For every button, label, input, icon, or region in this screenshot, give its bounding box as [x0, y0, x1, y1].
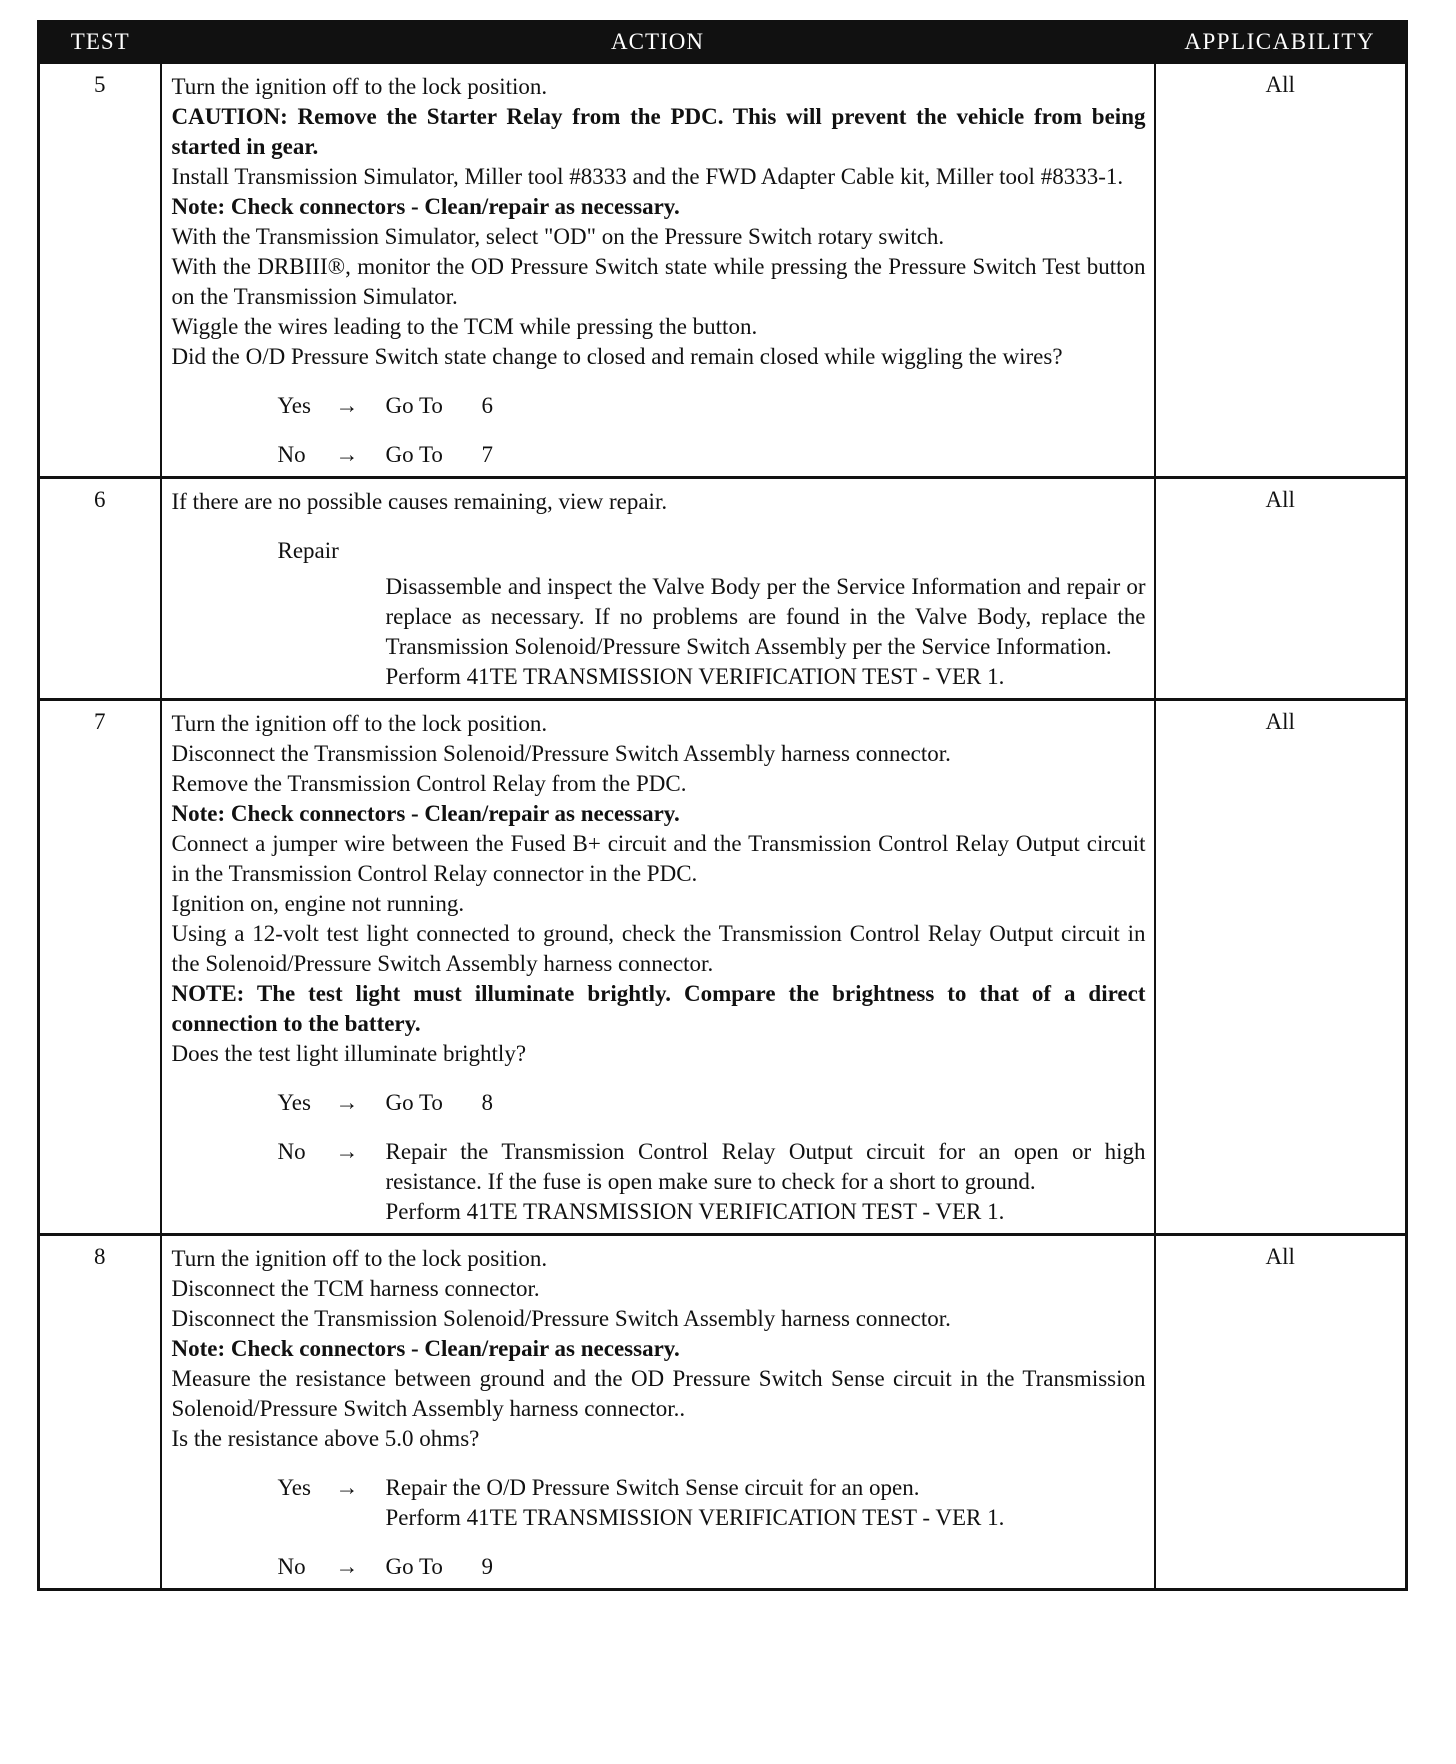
applicability-value: All — [1155, 1235, 1407, 1590]
arrow-icon: → — [335, 1475, 359, 1500]
repair-text: Repair the O/D Pressure Switch Sense circuit for an open. — [385, 1475, 920, 1500]
note-text: Note: Check connectors - Clean/repair as necessary. — [171, 1336, 680, 1361]
applicability-value: All — [1155, 478, 1407, 700]
action-step: Turn the ignition off to the lock position. — [171, 711, 548, 736]
applicability-column-header: APPLICABILITY — [1155, 22, 1407, 63]
goto-target: 8 — [481, 1090, 493, 1115]
repair-label: Repair — [277, 538, 339, 563]
note-text: Note: Check connectors - Clean/repair as necessary. — [171, 194, 680, 219]
verification-text: Perform 41TE TRANSMISSION VERIFICATION TEST - VER 1. — [385, 1505, 1005, 1530]
repair-text: Repair the Transmission Control Relay Output circuit for an open or high resistance. If the fuse is open make sure to check for a short to ground. — [385, 1139, 1146, 1194]
arrow-icon: → — [335, 1090, 359, 1115]
action-step: Disconnect the Transmission Solenoid/Pressure Switch Assembly harness connector. — [171, 741, 951, 766]
goto-target: 7 — [481, 442, 493, 467]
action-step: With the Transmission Simulator, select "OD" on the Pressure Switch rotary switch. — [171, 224, 945, 249]
repair-text: Disassemble and inspect the Valve Body per the Service Information and repair or replace as necessary. If no problems are found in the Valve Body, replace the Transmission Solenoid/Pressure Switch Assembly per the Service Information. — [385, 574, 1146, 659]
table-row — [39, 478, 1407, 700]
verification-text: Perform 41TE TRANSMISSION VERIFICATION TEST - VER 1. — [385, 1199, 1005, 1224]
note-text: Note: Check connectors - Clean/repair as necessary. — [171, 801, 680, 826]
action-step: Connect a jumper wire between the Fused B+ circuit and the Transmission Control Relay Output circuit in the Transmission Control Relay connector in the PDC. — [171, 831, 1146, 886]
goto-label: Go To — [385, 393, 443, 418]
arrow-icon: → — [335, 1139, 359, 1164]
action-step: Using a 12-volt test light connected to ground, check the Transmission Control Relay Output circuit in the Solenoid/Pressure Switch Assembly harness connector. — [171, 921, 1146, 976]
test-column-header: TEST — [39, 22, 161, 63]
action-step: Disconnect the Transmission Solenoid/Pressure Switch Assembly harness connector. — [171, 1306, 951, 1331]
answer-label: No — [277, 1139, 306, 1164]
goto-target: 9 — [481, 1554, 493, 1579]
caution-text: CAUTION: Remove the Starter Relay from the PDC. This will prevent the vehicle from being started in gear. — [171, 104, 1146, 159]
action-cell — [161, 478, 1155, 700]
action-cell — [161, 1235, 1155, 1590]
table-row — [39, 1235, 1407, 1590]
arrow-icon: → — [335, 1554, 359, 1579]
answer-yes — [278, 1473, 1146, 1533]
answer-label: No — [277, 1554, 306, 1579]
answer-label: No — [277, 442, 306, 467]
action-step: With the DRBIII®, monitor the OD Pressure Switch state while pressing the Pressure Switch Test button on the Transmission Simulator. — [171, 254, 1146, 309]
action-cell — [161, 63, 1155, 478]
answer-no — [278, 1552, 1146, 1582]
table-row — [39, 63, 1407, 478]
diagnostic-test-table — [37, 20, 1408, 1591]
table-row — [39, 700, 1407, 1235]
test-number: 7 — [39, 700, 161, 1235]
action-step: Turn the ignition off to the lock position. — [171, 1246, 548, 1271]
action-step: If there are no possible causes remaining, view repair. — [171, 489, 668, 514]
action-step: Remove the Transmission Control Relay from the PDC. — [171, 771, 687, 796]
action-step: Disconnect the TCM harness connector. — [171, 1276, 540, 1301]
test-number: 6 — [39, 478, 161, 700]
verification-text: Perform 41TE TRANSMISSION VERIFICATION TEST - VER 1. — [385, 664, 1005, 689]
arrow-icon: → — [335, 393, 359, 418]
action-step: Wiggle the wires leading to the TCM while pressing the button. — [171, 314, 758, 339]
question-text: Does the test light illuminate brightly? — [171, 1041, 527, 1066]
answer-label: Yes — [277, 1090, 311, 1115]
applicability-value: All — [1155, 63, 1407, 478]
question-text: Did the O/D Pressure Switch state change to closed and remain closed while wiggling the wires? — [171, 344, 1063, 369]
goto-target: 6 — [481, 393, 493, 418]
answer-label: Yes — [277, 393, 311, 418]
question-text: Is the resistance above 5.0 ohms? — [171, 1426, 480, 1451]
answer-label: Yes — [277, 1475, 311, 1500]
table-header-row — [39, 22, 1407, 63]
applicability-value: All — [1155, 700, 1407, 1235]
answer-no — [278, 440, 1146, 470]
action-step: Measure the resistance between ground and the OD Pressure Switch Sense circuit in the Transmission Solenoid/Pressure Switch Assembly harness connector.. — [171, 1366, 1146, 1421]
goto-label: Go To — [385, 442, 443, 467]
answer-no — [278, 1137, 1146, 1227]
test-number: 5 — [39, 63, 161, 478]
test-number: 8 — [39, 1235, 161, 1590]
arrow-icon: → — [335, 442, 359, 467]
answer-yes — [278, 391, 1146, 421]
action-column-header: ACTION — [161, 22, 1155, 63]
action-cell — [161, 700, 1155, 1235]
answer-yes — [278, 1088, 1146, 1118]
note-text: NOTE: The test light must illuminate brightly. Compare the brightness to that of a direct connection to the battery. — [171, 981, 1146, 1036]
goto-label: Go To — [385, 1554, 443, 1579]
action-step: Ignition on, engine not running. — [171, 891, 465, 916]
action-step: Turn the ignition off to the lock position. — [171, 74, 548, 99]
goto-label: Go To — [385, 1090, 443, 1115]
action-step: Install Transmission Simulator, Miller tool #8333 and the FWD Adapter Cable kit, Miller tool #8333-1. — [171, 164, 1124, 189]
